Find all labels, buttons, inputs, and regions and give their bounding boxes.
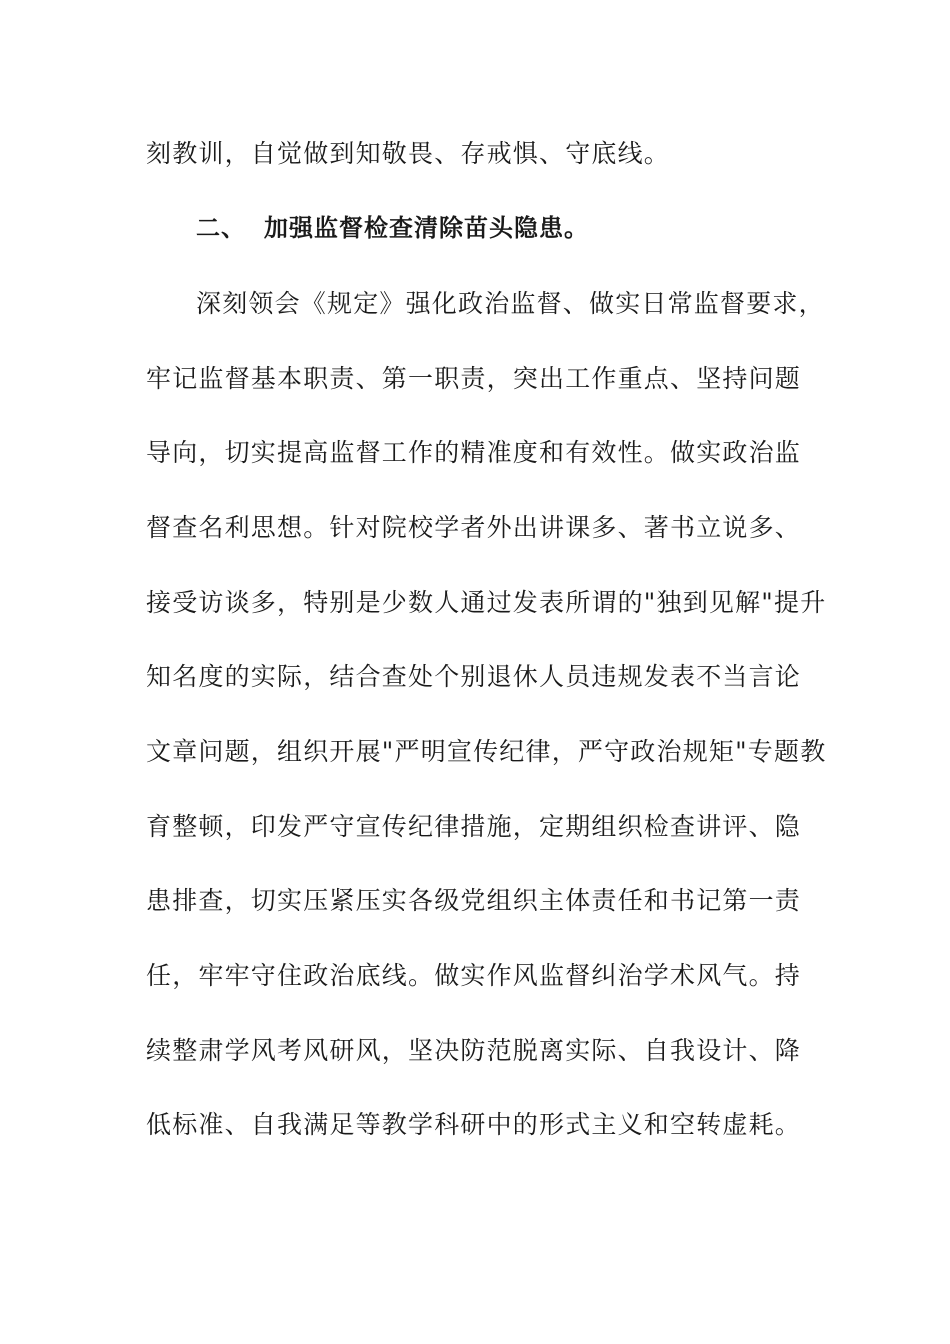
body-text-line: 知名度的实际，结合查处个别退休人员违规发表不当言论 bbox=[146, 662, 802, 691]
body-text-line: 文章问题，组织开展"严明宣传纪律，严守政治规矩"专题教 bbox=[146, 737, 827, 766]
body-text-line: 督查名利思想。针对院校学者外出讲课多、著书立说多、 bbox=[146, 513, 802, 542]
body-text-line: 续整肃学风考风研风，坚决防范脱离实际、自我设计、降 bbox=[146, 1036, 802, 1065]
body-text-line: 低标准、自我满足等教学科研中的形式主义和空转虚耗。 bbox=[146, 1110, 802, 1139]
body-text-line: 牢记监督基本职责、第一职责，突出工作重点、坚持问题 bbox=[146, 364, 802, 393]
section-title: 加强监督检查清除苗头隐患。 bbox=[264, 214, 589, 242]
body-text-line: 患排查，切实压紧压实各级党组织主体责任和书记第一责 bbox=[146, 886, 802, 915]
body-text-line: 育整顿，印发严守宣传纪律措施，定期组织检查讲评、隐 bbox=[146, 812, 802, 841]
section-number: 二、 bbox=[196, 214, 246, 242]
body-text-line: 任，牢牢守住政治底线。做实作风监督纠治学术风气。持 bbox=[146, 961, 802, 990]
body-text-line: 刻教训，自觉做到知敬畏、存戒惧、守底线。 bbox=[146, 139, 671, 168]
body-text-line: 接受访谈多，特别是少数人通过发表所谓的"独到见解"提升 bbox=[146, 588, 827, 617]
section-heading bbox=[196, 212, 589, 244]
body-text-line: 深刻领会《规定》强化政治监督、做实日常监督要求， bbox=[196, 289, 825, 318]
body-text-line: 导向，切实提高监督工作的精准度和有效性。做实政治监 bbox=[146, 438, 802, 467]
